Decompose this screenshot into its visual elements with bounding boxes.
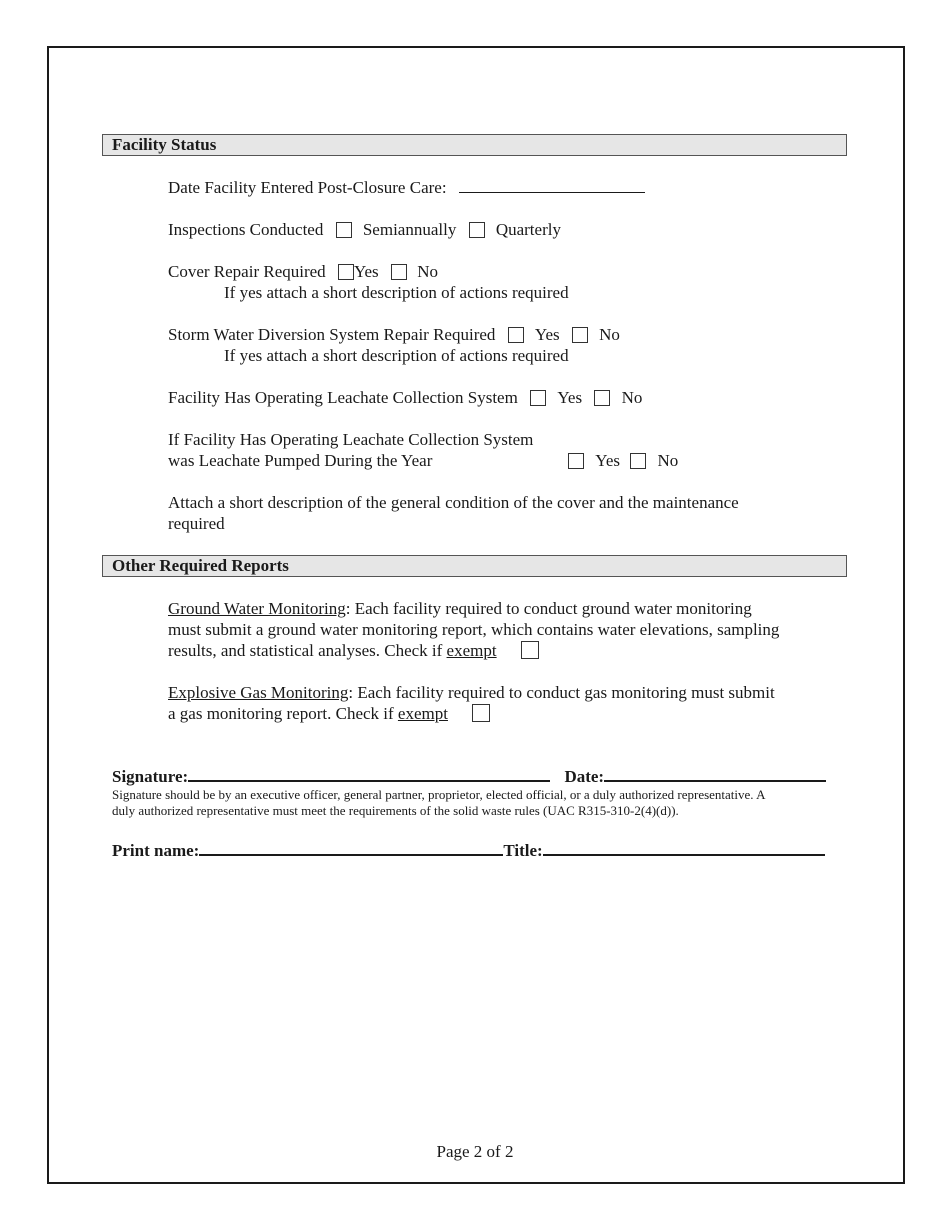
- leachate-pumped-no-checkbox[interactable]: [630, 453, 646, 469]
- signature-row: [112, 766, 826, 787]
- date-entered-label: Date Facility Entered Post-Closure Care:: [168, 178, 447, 197]
- leachate-pumped-options: [568, 450, 678, 471]
- leachate-system-row: [168, 387, 642, 408]
- quarterly-label: Quarterly: [495, 220, 561, 239]
- gas-line2: [168, 703, 490, 724]
- signature-field[interactable]: [188, 766, 550, 782]
- signature-note-line2: duly authorized representative must meet the requirements of the solid waste rules (UAC R315-310-2(4)(d)).: [112, 803, 679, 818]
- semiannually-label: Semiannually: [362, 220, 457, 239]
- leachate-pumped-yes-label: Yes: [595, 451, 620, 470]
- gw-exempt-checkbox[interactable]: [521, 641, 539, 659]
- attach-description-line2: required: [168, 514, 225, 533]
- leachate-pumped-line2: was Leachate Pumped During the Year: [168, 451, 433, 470]
- title-label: Title:: [503, 841, 543, 860]
- leachate-system-yes-checkbox[interactable]: [530, 390, 546, 406]
- other-reports-header: [102, 555, 847, 577]
- attach-description-line1: Attach a short description of the general condition of the cover and the maintenance: [168, 493, 739, 512]
- leachate-pumped-yes-checkbox[interactable]: [568, 453, 584, 469]
- facility-status-header: [102, 134, 847, 156]
- storm-water-label: Storm Water Diversion System Repair Required: [168, 325, 496, 344]
- cover-repair-note: If yes attach a short description of actions required: [224, 283, 569, 302]
- print-name-row: [112, 840, 825, 861]
- leachate-system-no-label: No: [621, 388, 643, 407]
- leachate-pumped-no-label: No: [657, 451, 679, 470]
- gw-line1-text: : Each facility required to conduct ground water monitoring: [345, 599, 752, 618]
- cover-repair-yes-label: Yes: [353, 262, 379, 281]
- quarterly-checkbox[interactable]: [469, 222, 485, 238]
- semiannually-checkbox[interactable]: [336, 222, 352, 238]
- gw-heading: Ground Water Monitoring: [168, 599, 346, 618]
- storm-water-row: [168, 324, 620, 345]
- leachate-system-yes-label: Yes: [557, 388, 583, 407]
- page-number: Page 2 of 2: [436, 1142, 514, 1161]
- cover-repair-no-label: No: [417, 262, 438, 281]
- title-field[interactable]: [543, 840, 825, 856]
- inspections-row: [168, 219, 561, 240]
- storm-water-yes-label: Yes: [534, 325, 560, 344]
- date-field[interactable]: [604, 766, 826, 782]
- gas-line1-text: : Each facility required to conduct gas monitoring must submit: [348, 683, 775, 702]
- cover-repair-no-checkbox[interactable]: [391, 264, 407, 280]
- gw-line2: must submit a ground water monitoring report, which contains water elevations, sampling: [168, 620, 780, 639]
- leachate-pumped-line1: If Facility Has Operating Leachate Collection System: [168, 430, 534, 449]
- print-name-label: Print name:: [112, 841, 200, 860]
- gw-exempt-label: exempt: [446, 641, 497, 660]
- cover-repair-yes-checkbox[interactable]: [338, 264, 354, 280]
- gas-exempt-label: exempt: [397, 704, 448, 723]
- gas-exempt-checkbox[interactable]: [472, 704, 490, 722]
- gw-line3: [168, 640, 539, 661]
- storm-water-no-label: No: [599, 325, 620, 344]
- facility-status-title: Facility Status: [112, 135, 217, 154]
- date-label: Date:: [564, 767, 605, 786]
- gas-heading: Explosive Gas Monitoring: [168, 683, 349, 702]
- gw-line3-text: results, and statistical analyses. Check if: [168, 641, 447, 660]
- signature-label: Signature:: [112, 767, 189, 786]
- date-entered-row: [168, 177, 645, 198]
- date-entered-field[interactable]: [459, 192, 645, 193]
- storm-water-no-checkbox[interactable]: [572, 327, 588, 343]
- storm-water-yes-checkbox[interactable]: [508, 327, 524, 343]
- cover-repair-label: Cover Repair Required: [168, 262, 326, 281]
- print-name-field[interactable]: [199, 840, 503, 856]
- gas-line1: [168, 682, 775, 703]
- leachate-system-no-checkbox[interactable]: [594, 390, 610, 406]
- gas-line2-text: a gas monitoring report. Check if: [168, 704, 398, 723]
- other-reports-title: Other Required Reports: [112, 556, 289, 575]
- cover-repair-row: [168, 261, 438, 282]
- signature-note-line1: Signature should be by an executive officer, general partner, proprietor, elected official, or a duly authorized representative. A: [112, 787, 766, 802]
- storm-water-note: If yes attach a short description of actions required: [224, 346, 569, 365]
- gw-line1: [168, 598, 752, 619]
- leachate-system-label: Facility Has Operating Leachate Collection System: [168, 388, 518, 407]
- inspections-label: Inspections Conducted: [168, 220, 324, 239]
